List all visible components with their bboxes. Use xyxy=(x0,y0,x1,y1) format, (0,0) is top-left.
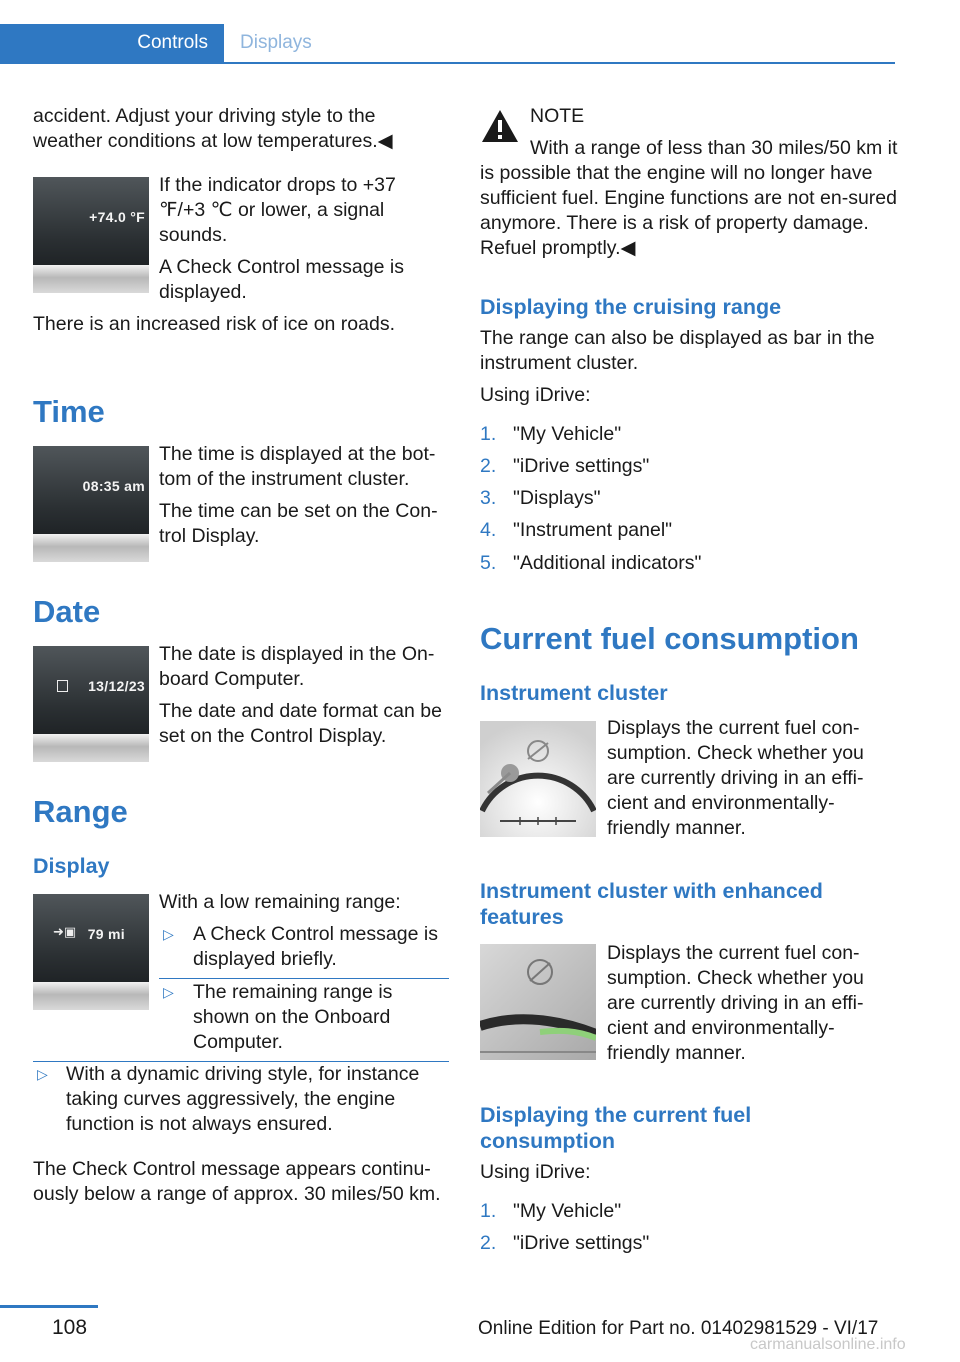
fuel-step-2: "iDrive settings" xyxy=(513,1232,650,1254)
time-paragraph-2: The time can be set on the Con‐trol Display. xyxy=(159,500,438,547)
tab-displays[interactable]: Displays xyxy=(240,32,312,53)
time-paragraph-1: The time is displayed at the bot‐tom of the instrument cluster. xyxy=(159,443,436,490)
cruising-step-2: "iDrive settings" xyxy=(513,455,650,477)
range-readout: 79 mi xyxy=(87,926,125,942)
note-text: With a range of less than 30 miles/50 km it is possible that the engine will no longer have sufficient fuel. Engine functions are not en‐sured anymore. There is a risk of property damage. Refuel promptly.◀ xyxy=(480,137,898,259)
step-number: 4. xyxy=(480,519,497,541)
fuel-consumption-heading: Current fuel consumption xyxy=(480,621,859,656)
page-number: 108 xyxy=(52,1316,88,1339)
enhanced-cluster-paragraph: Displays the current fuel con‐sumption. Check whether you are currently driving in an effi‐cient and environmentally-friendly manner. xyxy=(607,942,864,1064)
date-paragraph-2: The date and date format can be set on the Control Display. xyxy=(159,700,442,747)
temperature-paragraph-1: If the indicator drops to +37 ℉/+3 ℃ or lower, a signal sounds. xyxy=(159,174,396,246)
fuel-step-1: "My Vehicle" xyxy=(513,1200,622,1222)
note-label: NOTE xyxy=(530,105,585,127)
cruising-paragraph-1: The range can also be displayed as bar in the instrument cluster. xyxy=(480,327,875,374)
cluster-paragraph: Displays the current fuel con‐sumption. Check whether you are currently driving in an effi‐cient and environmentally-friendly manner. xyxy=(607,717,864,839)
fuel-pump-icon: ➜▣ xyxy=(53,924,77,939)
range-paragraph-2: The Check Control message appears continu‐ously below a range of approx. 30 miles/50 km. xyxy=(33,1158,441,1205)
cruising-step-5: "Additional indicators" xyxy=(513,552,702,574)
tab-controls[interactable]: Controls xyxy=(0,24,224,62)
step-number: 2. xyxy=(480,1232,497,1254)
time-display-image xyxy=(33,446,149,562)
date-display-image xyxy=(33,646,149,762)
step-number: 5. xyxy=(480,552,497,574)
bullet-triangle-icon: ▷ xyxy=(163,926,174,942)
step-number: 1. xyxy=(480,423,497,445)
bullet-triangle-icon: ▷ xyxy=(37,1066,48,1082)
temperature-display-image xyxy=(33,177,149,293)
cruising-step-1: "My Vehicle" xyxy=(513,423,622,445)
display-fuel-paragraph: Using iDrive: xyxy=(480,1161,591,1183)
temperature-readout: +74.0 °F xyxy=(89,209,145,225)
cruising-step-4: "Instrument panel" xyxy=(513,519,673,541)
fuel-gauge-image xyxy=(480,721,596,837)
edition-text: Online Edition for Part no. 01402981529 - VI/17 xyxy=(478,1318,879,1339)
time-readout: 08:35 am xyxy=(82,478,145,494)
section-tabbar xyxy=(0,24,895,64)
watermark: carmanualsonline.info xyxy=(750,1336,906,1353)
temperature-paragraph-3: There is an increased risk of ice on roads. xyxy=(33,313,396,335)
range-bullet-3: With a dynamic driving style, for instance taking curves aggressively, the engine function is not always ensured. xyxy=(66,1063,420,1135)
range-heading: Range xyxy=(33,794,128,829)
date-readout: 13/12/23 xyxy=(88,678,145,694)
display-fuel-heading: Displaying the current fuel consumption xyxy=(480,1103,752,1153)
range-display-image xyxy=(33,894,149,1010)
bullet-triangle-icon: ▷ xyxy=(163,984,174,1000)
date-heading: Date xyxy=(33,594,101,629)
step-number: 3. xyxy=(480,487,497,509)
display-subheading: Display xyxy=(33,854,110,878)
divider xyxy=(159,978,449,979)
instrument-cluster-heading: Instrument cluster xyxy=(480,681,668,705)
footer-rule xyxy=(0,1305,98,1308)
range-paragraph-1: With a low remaining range: xyxy=(159,891,401,913)
enhanced-fuel-gauge-image xyxy=(480,944,596,1060)
step-number: 2. xyxy=(480,455,497,477)
range-bullet-2: The remaining range is shown on the Onboard Computer. xyxy=(193,981,393,1053)
enhanced-cluster-heading: Instrument cluster with enhanced features xyxy=(480,879,823,929)
range-bullet-1: A Check Control message is displayed briefly. xyxy=(193,923,438,970)
date-paragraph-1: The date is displayed in the On‐board Computer. xyxy=(159,643,435,690)
cruising-step-3: "Displays" xyxy=(513,487,601,509)
cruising-range-heading: Displaying the cruising range xyxy=(480,295,782,319)
intro-paragraph: accident. Adjust your driving style to the weather conditions at low temperatures.◀ xyxy=(33,105,393,152)
step-number: 1. xyxy=(480,1200,497,1222)
cruising-paragraph-2: Using iDrive: xyxy=(480,384,591,406)
temperature-paragraph-2: A Check Control message is displayed. xyxy=(159,256,404,303)
time-heading: Time xyxy=(33,394,105,429)
